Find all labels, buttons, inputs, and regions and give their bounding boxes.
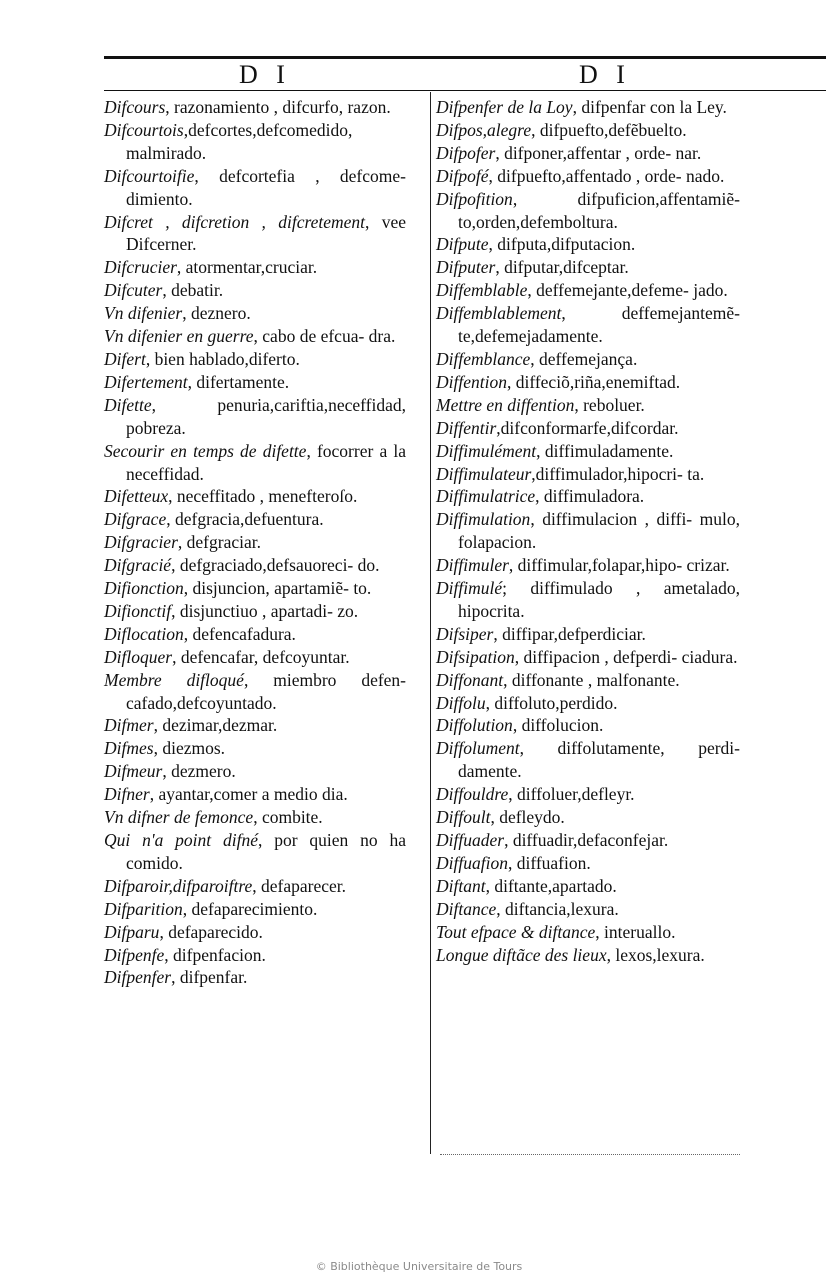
entry-headword: Diffentir [436,417,497,438]
entry-definition: , dezimar,dezmar. [153,715,278,736]
dictionary-entry [436,783,740,806]
dictionary-entry [104,165,406,211]
entry-headword: Diffimulatrice [436,486,536,507]
right-column [436,96,740,966]
entry-definition: , cabo de efcua- dra. [253,326,396,347]
dictionary-entry [436,577,740,623]
entry-definition: , diezmos. [153,738,226,759]
dictionary-entry [436,508,740,554]
entry-headword: Diffonant [436,669,504,690]
entry-headword: Diffemblance [436,348,531,369]
entry-headword: Diffemblable [436,280,528,301]
entry-headword: Qui n'a point difné [104,830,258,850]
entry-definition: , diffimuladamente. [536,440,674,461]
entry-definition: ,diffimulador,hipocri- ta. [531,463,705,484]
entry-headword: Diffimulé [436,578,503,599]
entry-headword: Diffimuler [436,555,509,576]
entry-definition: ; diffimulado , ametalado, hipocrita. [458,578,740,621]
dictionary-entry [436,302,740,348]
dictionary-entry [436,646,740,669]
entry-definition: , difpenfar con la Ley. [572,97,727,117]
entry-headword: Diffemblablement [436,303,562,324]
entry-definition: ,defcortes,defcomedido, malmirado. [126,119,353,163]
entry-headword: Diffolu [436,692,486,713]
running-head-left: D I [239,60,291,89]
entry-definition: , razonamiento , difcurfo, razon. [165,97,391,117]
dictionary-entry [436,119,740,142]
entry-definition: , reboluer. [574,394,645,415]
entry-definition: ,difconformarfe,difcordar. [496,417,679,438]
entry-headword: Difgrace [104,509,167,530]
entry-definition: , defgraciado,defsauoreci- do. [171,555,380,576]
dictionary-entry [436,165,740,188]
entry-headword: Mettre en diffention [436,394,575,415]
entry-headword: Longue diftãce des lieux [436,944,607,965]
entry-headword: Difparoir,difparoiftre [104,875,253,896]
dictionary-entry [104,646,406,669]
entry-definition: , miembro defen- cafado,defcoyuntado. [126,669,407,713]
entry-definition: , diffoluer,defleyr. [508,784,635,805]
entry-headword: Membre difloqué [104,669,244,690]
entry-headword: Difpofer [436,142,496,163]
entry-definition: , difpenfar. [171,967,248,988]
entry-headword: Difner [104,784,150,805]
dictionary-entry [436,440,740,463]
entry-definition: , difertamente. [187,371,290,392]
entry-headword: Diffolution [436,715,513,736]
entry-definition: , difputar,difceptar. [495,257,629,278]
dictionary-entry [104,119,406,165]
entry-definition: , diffimuladora. [535,486,645,507]
dictionary-entry [104,783,406,806]
entry-definition: , difpuefto,defẽbuelto. [531,119,687,140]
entry-headword: Difionctif [104,600,172,621]
entry-headword: Difgracier [104,532,178,553]
entry-definition: , defaparecimiento. [182,898,318,919]
entry-headword: Diflocation [104,623,184,644]
dictionary-entry [104,714,406,737]
entry-headword: Difcourtoifie [104,165,195,186]
dictionary-entry [436,485,740,508]
entry-headword: Diftant [436,875,486,896]
entry-definition: , deffemejantemẽ- te,defemejadamente. [458,303,740,347]
entry-headword: Secourir en temps de difette [104,440,307,461]
entry-headword: Difloquer [104,646,173,667]
dictionary-entry [436,371,740,394]
dictionary-entry [104,325,406,348]
dictionary-entry [104,279,406,302]
entry-headword: Difmes [104,738,154,759]
dictionary-entry [104,806,406,829]
entry-headword: Difette [104,394,152,415]
entry-definition: , interuallo. [595,921,676,942]
entry-headword: Difetteux [104,486,169,507]
dictionary-entry [104,371,406,394]
dictionary-entry [104,600,406,623]
dictionary-entry [436,417,740,440]
entry-definition: , lexos,lexura. [606,944,705,965]
entry-definition: , diffuafion. [507,852,591,873]
entry-definition: , diftante,apartado. [485,875,617,896]
entry-definition: , disjunctiuo , apartadi- zo. [171,600,359,621]
dictionary-entry [104,623,406,646]
entry-definition: , diffeciõ,riña,enemiftad. [506,371,681,392]
entry-definition: , defencafadura. [183,623,296,644]
entry-headword: Vn difenier en guerre [104,326,254,347]
dictionary-entry [104,669,406,715]
entry-definition: , diffonante , malfonante. [503,669,680,690]
dictionary-entry [436,875,740,898]
entry-headword: Difpenfer de la Loy [436,97,573,117]
dictionary-entry [436,279,740,302]
dictionary-entry [104,302,406,325]
entry-headword: Diffimulément [436,440,537,461]
entry-definition: , diftancia,lexura. [496,898,619,919]
entry-definition: , neceffitado , menefteroſo. [168,486,358,507]
left-column [104,96,406,989]
entry-definition: , focorrer a la neceffidad. [126,440,406,484]
entry-definition: , diffipacion , defperdi- ciadura. [514,646,738,667]
entry-headword: Difputer [436,257,496,278]
entry-definition: , deffemejança. [530,348,638,369]
entry-definition: , penuria,cariftia,neceffidad, pobreza. [126,394,406,438]
entry-definition: , difputa,difputacion. [488,234,636,255]
entry-headword: Difpute [436,234,489,255]
dictionary-entry [436,554,740,577]
entry-headword: Difcret , difcretion , difcretement [104,211,366,232]
entry-definition: , defleydo. [490,807,565,828]
dictionary-entry [436,714,740,737]
entry-headword: Diffouldre [436,784,509,805]
entry-definition: , difponer,affentar , orde- nar. [495,142,702,163]
entry-definition: , defgraciar. [177,532,261,553]
dictionary-entry [436,944,740,967]
dictionary-entry [104,508,406,531]
dictionary-entry [436,898,740,921]
entry-definition: , difpuficion,affentamiẽ- to,orden,defemboltura. [458,188,740,232]
entry-definition: , bien hablado,diferto. [145,348,300,369]
entry-headword: Difert [104,348,146,369]
entry-definition: , diffolucion. [512,715,604,736]
entry-definition: , ayantar,comer a medio dia. [149,784,348,805]
entry-headword: Difpofition [436,188,513,209]
entry-headword: Diffuafion [436,852,508,873]
entry-definition: , defaparecido. [159,921,263,942]
bottom-rule [440,1154,740,1155]
dictionary-entry [104,256,406,279]
dictionary-entry [104,737,406,760]
dictionary-entry [104,531,406,554]
entry-definition: , defencafar, defcoyuntar. [172,646,350,667]
dictionary-entry [104,96,406,119]
entry-headword: Difmer [104,715,154,736]
column-divider [430,92,431,1154]
entry-definition: , diffoluto,perdido. [485,692,618,713]
entry-headword: Difsiper [436,623,494,644]
entry-headword: Diftance [436,898,497,919]
entry-definition: , defgracia,defuentura. [166,509,324,530]
entry-headword: Diffuader [436,830,505,850]
dictionary-entry [104,485,406,508]
entry-headword: Difpenfer [104,967,172,988]
dictionary-entry [436,188,740,234]
dictionary-entry [104,211,406,257]
top-rule [104,56,826,59]
dictionary-entry [104,440,406,486]
dictionary-entry [436,348,740,371]
entry-definition: , diffolutamente, perdi- damente. [458,738,740,782]
entry-headword: Difcours [104,97,166,117]
dictionary-entry [436,692,740,715]
dictionary-entry [104,966,406,989]
entry-definition: , difpuefto,affentado , orde- nado. [488,165,725,186]
dictionary-entry [436,142,740,165]
entry-definition: , deffemejante,defeme- jado. [527,280,728,301]
dictionary-entry [436,669,740,692]
dictionary-entry [104,898,406,921]
dictionary-entry [104,577,406,600]
dictionary-entry [436,829,740,852]
dictionary-entry [436,233,740,256]
entry-definition: , diffuadir,defaconfejar. [504,830,669,850]
running-head-right: D I [579,60,631,89]
entry-definition: , debatir. [162,280,224,301]
dictionary-entry [436,256,740,279]
entry-headword: Difparu [104,921,160,942]
entry-headword: Difertement [104,371,188,392]
dictionary-entry [104,944,406,967]
dictionary-entry [436,394,740,417]
entry-definition: , diffimulacion , diffi- mulo, folapacion. [458,509,740,553]
entry-headword: Difmeur [104,761,163,782]
dictionary-entry [104,760,406,783]
dictionary-entry [436,852,740,875]
entry-headword: Diffimulateur [436,463,532,484]
entry-definition: , combite. [253,807,323,828]
entry-headword: Vn difenier [104,303,183,324]
header-rule [104,90,826,91]
entry-headword: Diffoult [436,807,491,828]
entry-headword: Difcourtois [104,119,184,140]
entry-definition: , defcortefia , defcome- dimiento. [126,165,406,209]
entry-headword: Difsipation [436,646,515,667]
dictionary-entry [104,829,406,875]
dictionary-entry [436,806,740,829]
dictionary-entry [436,623,740,646]
entry-definition: , diffimular,folapar,hipo- crizar. [508,555,730,576]
entry-definition: , vee Difcerner. [126,211,406,255]
entry-headword: Difcrucier [104,257,177,278]
entry-headword: Diffention [436,371,507,392]
dictionary-entry [104,554,406,577]
entry-definition: , difpenfacion. [164,944,266,965]
dictionary-entry [436,96,740,119]
dictionary-entry [104,394,406,440]
entry-definition: , disjuncion, apartamiẽ- to. [183,578,372,599]
entry-headword: Difparition [104,898,183,919]
entry-definition: , deznero. [182,303,251,324]
entry-definition: , por quien no ha comido. [126,830,406,873]
dictionary-entry [104,921,406,944]
dictionary-entry [104,875,406,898]
entry-headword: Difpenfe [104,944,165,965]
dictionary-entry [104,348,406,371]
entry-headword: Difgracié [104,555,172,576]
dictionary-entry [436,737,740,783]
library-credit: © Bibliothèque Universitaire de Tours [315,1260,523,1273]
entry-headword: Tout efpace & diftance [436,921,596,942]
entry-headword: Difcuter [104,280,163,301]
entry-definition: , defaparecer. [252,875,347,896]
entry-headword: Diffolument [436,738,520,759]
entry-headword: Difpofé [436,165,489,186]
entry-headword: Vn difner de femonce [104,807,254,828]
entry-definition: , dezmero. [162,761,236,782]
entry-definition: , diffipar,defperdiciar. [493,623,646,644]
dictionary-entry [436,921,740,944]
entry-headword: Difionction [104,578,184,599]
entry-headword: Diffimulation [436,509,531,530]
entry-headword: Difpos,alegre [436,119,532,140]
dictionary-entry [436,463,740,486]
entry-definition: , atormentar,cruciar. [176,257,318,278]
